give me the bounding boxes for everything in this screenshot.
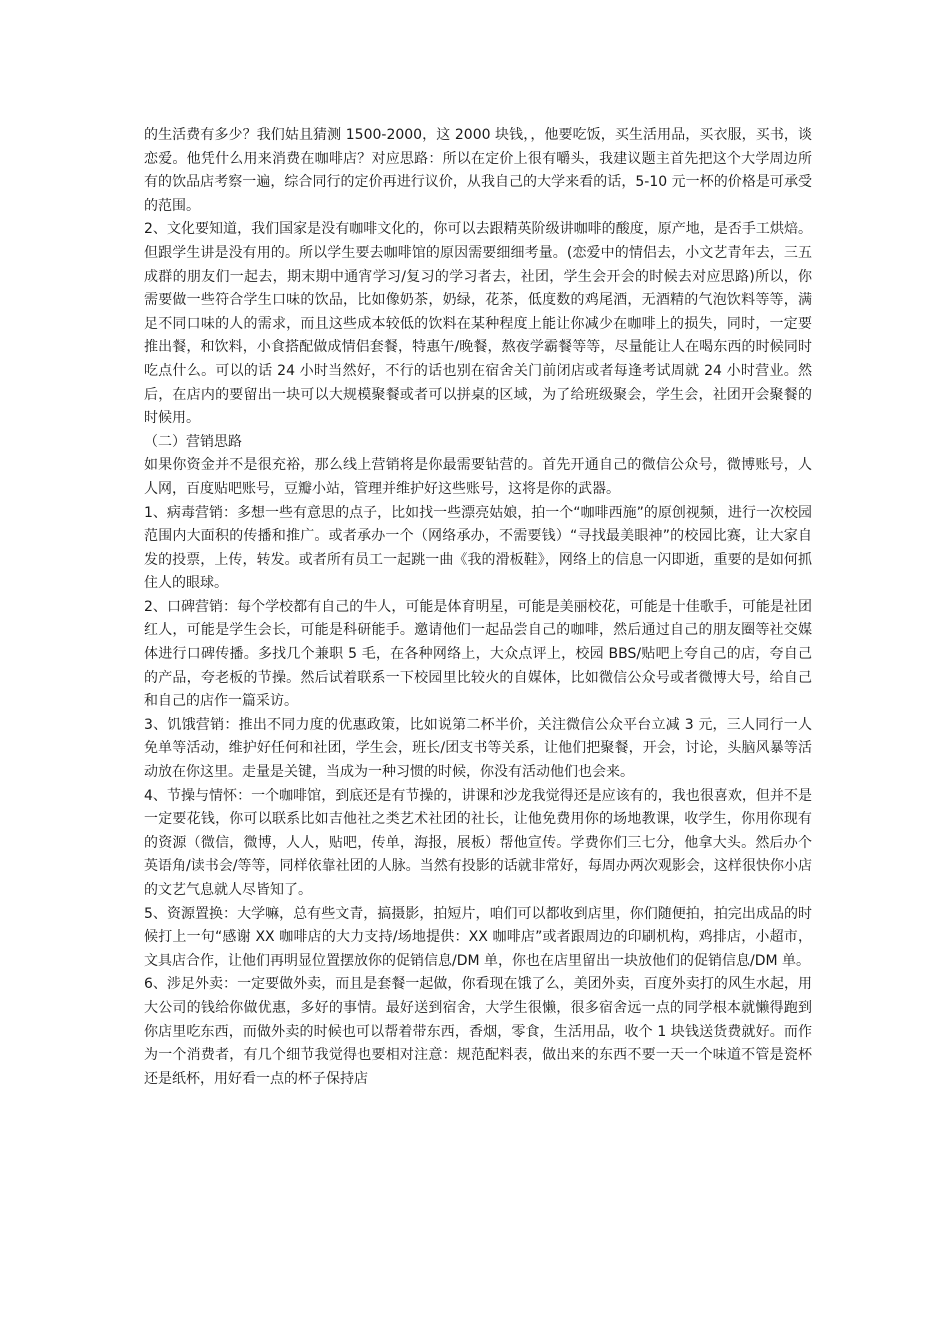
paragraph-resource-exchange: 5、资源置换：大学嘛，总有些文青，搞摄影，拍短片，咱们可以都收到店里，你们随便拍，拍完出成品的时候打上一句“感谢 XX 咖啡店的大力支持/场地提供：XX 咖啡店”或者跟周边的印刷机构，鸡排店，小超市，文具店合作，让他们再明显位置摆放你的促销信息/DM 单，你也在店里留出一块放他们的促销信息/DM 单。 bbox=[144, 905, 812, 969]
section-heading-marketing: （二）营销思路 bbox=[144, 433, 242, 450]
paragraph-online-marketing: 如果你资金并不是很充裕，那么线上营销将是你最需要钻营的。首先开通自己的微信公众号，微博账号，人人网，百度贴吧账号，豆瓣小站，管理并维护好这些账号，这将是你的武器。 bbox=[144, 457, 812, 497]
paragraph-culture: 2、文化要知道，我们国家是没有咖啡文化的，你可以去跟精英阶级讲咖啡的酸度，原产地，是否手工烘焙。但跟学生讲是没有用的。所以学生要去咖啡馆的原因需要细细考量。(恋爱中的情侣去，小文艺青年去，三五成群的朋友们一起去，期末期中通宵学习/复习的学习者去，社团，学生会开会的时候去对应思路)所以，你需要做一些符合学生口味的饮品，比如像奶茶，奶绿，花茶，低度数的鸡尾酒，无酒精的气泡饮料等等，满足不同口味的人的需求，而且这些成本较低的饮料在某种程度上能让你减少在咖啡上的损失，同时，一定要推出餐，和饮料，小食搭配做成情侣套餐，特惠午/晚餐，熬夜学霸餐等等，尽量能让人在喝东西的时候同时吃点什么。可以的话 24 小时当然好，不行的话也别在宿舍关门前闭店或者每逢考试周就 24 小时营业。然后，在店内的要留出一块可以大规模聚餐或者可以拼桌的区域，为了给班级聚会，学生会，社团开会聚餐的时候用。 bbox=[144, 221, 812, 427]
paragraph-takeaway: 6、涉足外卖：一定要做外卖，而且是套餐一起做，你看现在饿了么，美团外卖，百度外卖打的风生水起，用大公司的钱给你做优惠，多好的事情。最好送到宿舍，大学生很懒，很多宿舍远一点的同学根本就懒得跑到你店里吃东西，而做外卖的时候也可以帮着带东西，香烟，零食，生活用品，收个 1 块钱送货费就好。而作为一个消费者，有几个细节我觉得也要相对注意：规范配料表，做出来的东西不要一天一个味道不管是瓷杯还是纸杯，用好看一点的杯子保持店 bbox=[144, 976, 812, 1087]
paragraph-living-costs: 的生活费有多少？我们姑且猜测 1500-2000，这 2000 块钱，，他要吃饭，买生活用品，买衣服，买书，谈恋爱。他凭什么用来消费在咖啡店？对应思路：所以在定价上很有嚼头，我建议题主首先把这个大学周边所有的饮品店考察一遍，综合同行的定价再进行议价，从我自己的大学来看的话，5-10 元一杯的价格是可承受的范围。 bbox=[144, 127, 812, 214]
document-page bbox=[144, 124, 812, 1091]
paragraph-integrity: 4、节操与情怀：一个咖啡馆，到底还是有节操的，讲课和沙龙我觉得还是应该有的，我也很喜欢，但并不是一定要花钱，你可以联系比如吉他社之类艺术社团的社长，让他免费用你的场地教课，收学生，你用你现有的资源（微信，微博，人人，贴吧，传单，海报，展板）帮他宣传。学费你们三七分，他拿大头。然后办个英语角/读书会/等等，同样依靠社团的人脉。当然有投影的话就非常好，每周办两次观影会，这样很快你小店的文艺气息就人尽皆知了。 bbox=[144, 787, 812, 898]
paragraph-hunger-marketing: 3、饥饿营销：推出不同力度的优惠政策，比如说第二杯半价，关注微信公众平台立减 3 元，三人同行一人免单等活动，维护好任何和社团，学生会，班长/团支书等关系，让他们把聚餐，开会，讨论，头脑风暴等活动放在你这里。走量是关键，当成为一种习惯的时候，你没有活动他们也会来。 bbox=[144, 716, 812, 781]
paragraph-word-of-mouth: 2、口碑营销：每个学校都有自己的牛人，可能是体育明星，可能是美丽校花，可能是十佳歌手，可能是社团红人，可能是学生会长，可能是科研能手。邀请他们一起品尝自己的咖啡，然后通过自己的朋友圈等社交媒体进行口碑传播。多找几个兼职 5 毛，在各种网络上，大众点评上，校园 BBS/贴吧上夸自己的店，夸自己的产品，夸老板的节操。然后试着联系一下校园里比较火的自媒体，比如微信公众号或者微博大号，给自己和自己的店作一篇采访。 bbox=[144, 598, 812, 710]
paragraph-viral-marketing: 1、病毒营销：多想一些有意思的点子，比如找一些漂亮姑娘，拍一个“咖啡西施”的原创视频，进行一次校园范围内大面积的传播和推广。或者承办一个（网络承办，不需要钱）“寻找最美眼神”的校园比赛，让大家自发的投票，上传，转发。或者所有员工一起跳一曲《我的滑板鞋》，网络上的信息一闪即逝，重要的是如何抓住人的眼球。 bbox=[144, 504, 812, 592]
